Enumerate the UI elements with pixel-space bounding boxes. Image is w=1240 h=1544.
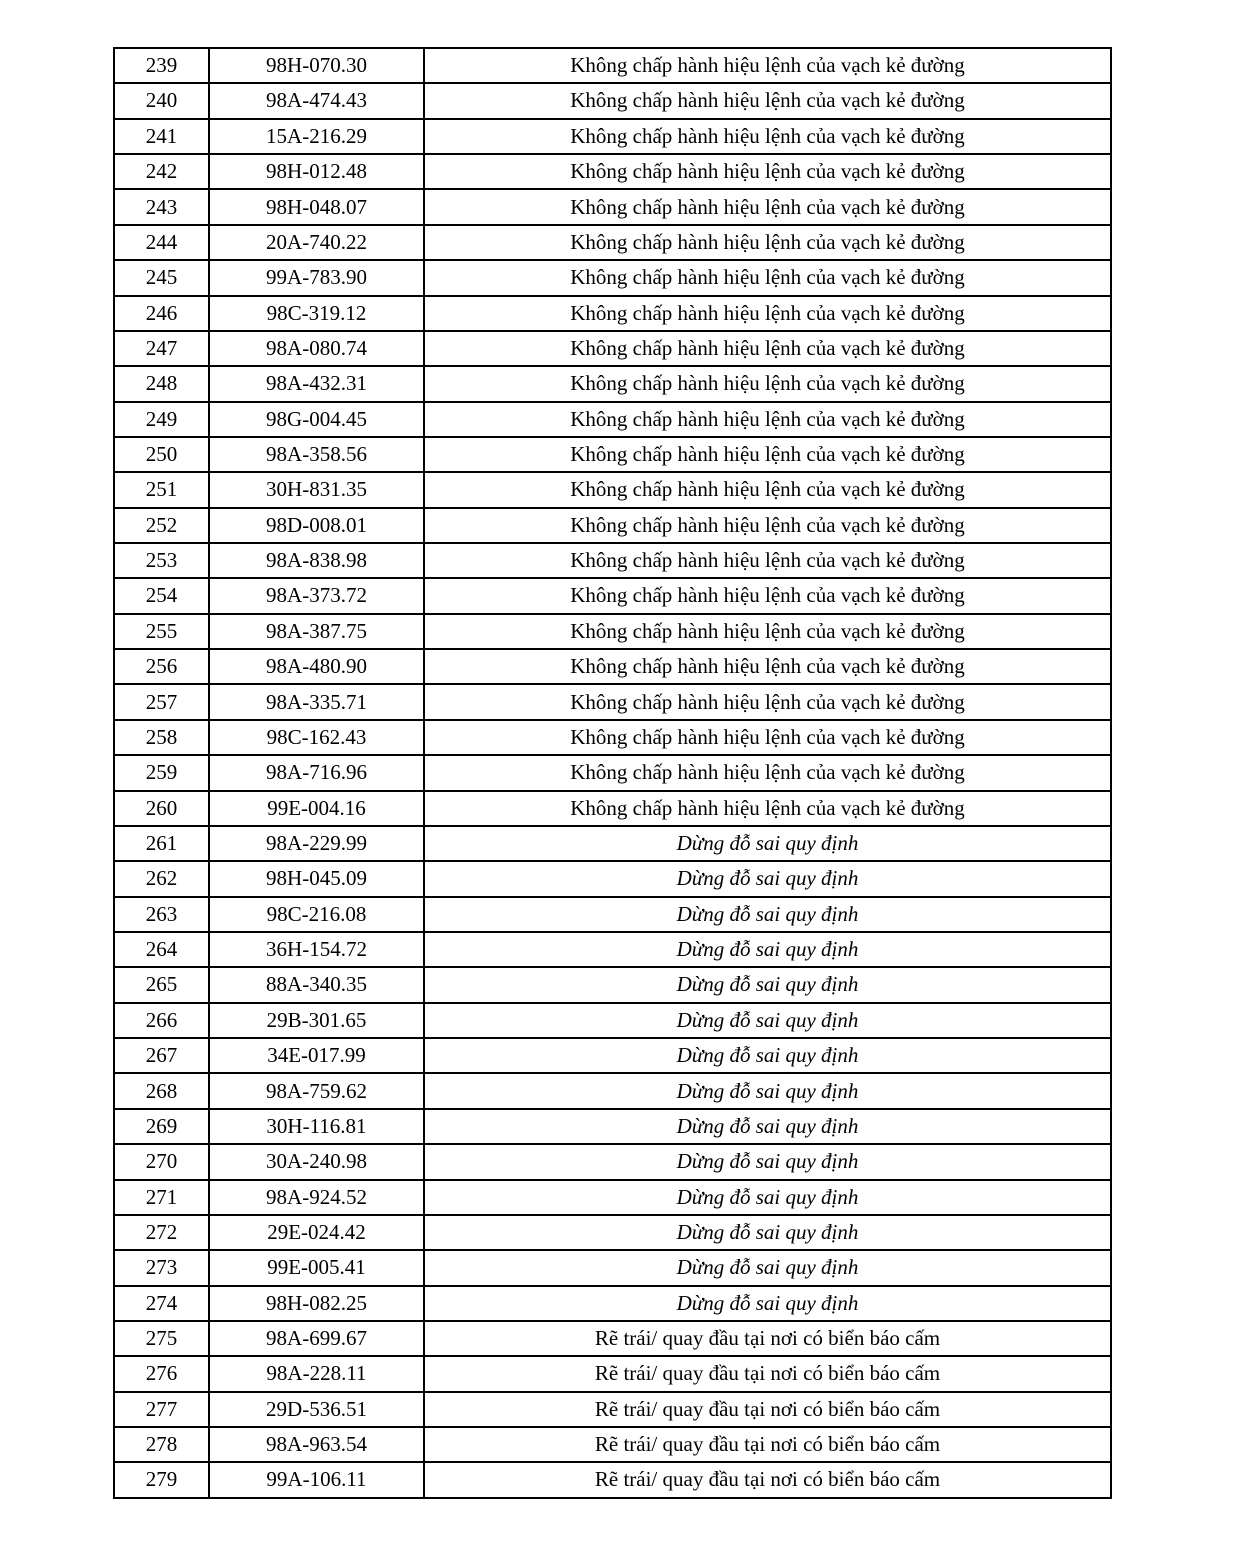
row-index-cell: 273 [114,1250,209,1285]
table-row [114,154,1111,189]
row-index-cell: 250 [114,437,209,472]
row-plate-cell: 98A-080.74 [209,331,424,366]
table-row [114,684,1111,719]
table-row [114,720,1111,755]
row-index-cell: 246 [114,296,209,331]
table-row [114,1003,1111,1038]
row-index-cell: 265 [114,967,209,1002]
row-plate-cell: 98A-759.62 [209,1073,424,1108]
row-violation-cell: Không chấp hành hiệu lệnh của vạch kẻ đường [424,83,1111,118]
row-plate-cell: 98C-319.12 [209,296,424,331]
table-row [114,296,1111,331]
table-row [114,578,1111,613]
row-index-cell: 256 [114,649,209,684]
row-index-cell: 258 [114,720,209,755]
row-violation-cell: Không chấp hành hiệu lệnh của vạch kẻ đường [424,402,1111,437]
row-index-cell: 263 [114,897,209,932]
row-violation-cell: Dừng đỗ sai quy định [424,1144,1111,1179]
row-plate-cell: 98A-432.31 [209,366,424,401]
row-violation-cell: Không chấp hành hiệu lệnh của vạch kẻ đường [424,296,1111,331]
row-index-cell: 259 [114,755,209,790]
row-violation-cell: Dừng đỗ sai quy định [424,1215,1111,1250]
row-plate-cell: 98C-162.43 [209,720,424,755]
table-row [114,543,1111,578]
row-violation-cell: Không chấp hành hiệu lệnh của vạch kẻ đường [424,472,1111,507]
row-index-cell: 242 [114,154,209,189]
row-plate-cell: 98A-699.67 [209,1321,424,1356]
row-plate-cell: 88A-340.35 [209,967,424,1002]
row-plate-cell: 98A-228.11 [209,1356,424,1391]
row-violation-cell: Không chấp hành hiệu lệnh của vạch kẻ đường [424,614,1111,649]
row-violation-cell: Không chấp hành hiệu lệnh của vạch kẻ đường [424,684,1111,719]
row-plate-cell: 98H-045.09 [209,861,424,896]
row-index-cell: 270 [114,1144,209,1179]
row-violation-cell: Không chấp hành hiệu lệnh của vạch kẻ đường [424,755,1111,790]
table-row [114,826,1111,861]
row-plate-cell: 98D-008.01 [209,508,424,543]
row-violation-cell: Không chấp hành hiệu lệnh của vạch kẻ đường [424,331,1111,366]
table-row [114,48,1111,83]
row-plate-cell: 20A-740.22 [209,225,424,260]
table-row [114,402,1111,437]
row-index-cell: 252 [114,508,209,543]
table-row [114,614,1111,649]
table-row [114,508,1111,543]
row-index-cell: 247 [114,331,209,366]
row-index-cell: 257 [114,684,209,719]
row-violation-cell: Dừng đỗ sai quy định [424,1180,1111,1215]
row-index-cell: 278 [114,1427,209,1462]
row-violation-cell: Không chấp hành hiệu lệnh của vạch kẻ đường [424,260,1111,295]
row-plate-cell: 98H-048.07 [209,189,424,224]
row-plate-cell: 36H-154.72 [209,932,424,967]
row-plate-cell: 30A-240.98 [209,1144,424,1179]
row-plate-cell: 99A-106.11 [209,1462,424,1497]
row-plate-cell: 99E-005.41 [209,1250,424,1285]
row-index-cell: 271 [114,1180,209,1215]
row-plate-cell: 29E-024.42 [209,1215,424,1250]
row-index-cell: 239 [114,48,209,83]
table-row [114,791,1111,826]
row-plate-cell: 98H-082.25 [209,1286,424,1321]
row-plate-cell: 98A-480.90 [209,649,424,684]
row-plate-cell: 15A-216.29 [209,119,424,154]
row-index-cell: 248 [114,366,209,401]
table-row [114,1356,1111,1391]
row-plate-cell: 98C-216.08 [209,897,424,932]
violation-table-body [114,48,1111,1498]
row-violation-cell: Không chấp hành hiệu lệnh của vạch kẻ đường [424,437,1111,472]
row-plate-cell: 98A-963.54 [209,1427,424,1462]
row-plate-cell: 98A-838.98 [209,543,424,578]
row-violation-cell: Không chấp hành hiệu lệnh của vạch kẻ đường [424,791,1111,826]
row-index-cell: 249 [114,402,209,437]
table-row [114,1109,1111,1144]
row-violation-cell: Không chấp hành hiệu lệnh của vạch kẻ đường [424,508,1111,543]
table-row [114,967,1111,1002]
row-violation-cell: Rẽ trái/ quay đầu tại nơi có biển báo cấm [424,1356,1111,1391]
row-violation-cell: Dừng đỗ sai quy định [424,897,1111,932]
row-violation-cell: Không chấp hành hiệu lệnh của vạch kẻ đường [424,189,1111,224]
row-index-cell: 275 [114,1321,209,1356]
row-index-cell: 279 [114,1462,209,1497]
row-plate-cell: 98H-012.48 [209,154,424,189]
row-plate-cell: 29D-536.51 [209,1392,424,1427]
row-violation-cell: Dừng đỗ sai quy định [424,932,1111,967]
row-plate-cell: 30H-831.35 [209,472,424,507]
table-row [114,260,1111,295]
row-violation-cell: Không chấp hành hiệu lệnh của vạch kẻ đường [424,225,1111,260]
table-row [114,861,1111,896]
row-plate-cell: 30H-116.81 [209,1109,424,1144]
row-index-cell: 269 [114,1109,209,1144]
row-index-cell: 260 [114,791,209,826]
violation-table [113,47,1112,1499]
table-row [114,1462,1111,1497]
row-violation-cell: Rẽ trái/ quay đầu tại nơi có biển báo cấm [424,1392,1111,1427]
table-row [114,225,1111,260]
row-index-cell: 272 [114,1215,209,1250]
row-index-cell: 244 [114,225,209,260]
table-row [114,1180,1111,1215]
row-index-cell: 243 [114,189,209,224]
row-index-cell: 245 [114,260,209,295]
row-violation-cell: Không chấp hành hiệu lệnh của vạch kẻ đường [424,366,1111,401]
row-index-cell: 261 [114,826,209,861]
table-row [114,472,1111,507]
table-row [114,1321,1111,1356]
table-row [114,897,1111,932]
row-violation-cell: Dừng đỗ sai quy định [424,1038,1111,1073]
row-plate-cell: 98A-387.75 [209,614,424,649]
row-index-cell: 274 [114,1286,209,1321]
row-index-cell: 254 [114,578,209,613]
row-index-cell: 255 [114,614,209,649]
row-violation-cell: Không chấp hành hiệu lệnh của vạch kẻ đường [424,578,1111,613]
row-plate-cell: 98A-358.56 [209,437,424,472]
row-index-cell: 277 [114,1392,209,1427]
row-index-cell: 251 [114,472,209,507]
table-row [114,331,1111,366]
row-violation-cell: Không chấp hành hiệu lệnh của vạch kẻ đường [424,119,1111,154]
row-violation-cell: Rẽ trái/ quay đầu tại nơi có biển báo cấm [424,1462,1111,1497]
table-row [114,119,1111,154]
row-violation-cell: Dừng đỗ sai quy định [424,1109,1111,1144]
row-plate-cell: 98A-716.96 [209,755,424,790]
row-plate-cell: 98A-924.52 [209,1180,424,1215]
row-plate-cell: 98A-373.72 [209,578,424,613]
row-index-cell: 267 [114,1038,209,1073]
row-plate-cell: 98A-474.43 [209,83,424,118]
row-index-cell: 264 [114,932,209,967]
row-violation-cell: Không chấp hành hiệu lệnh của vạch kẻ đường [424,543,1111,578]
row-violation-cell: Dừng đỗ sai quy định [424,1286,1111,1321]
table-row [114,1215,1111,1250]
row-plate-cell: 98H-070.30 [209,48,424,83]
row-plate-cell: 29B-301.65 [209,1003,424,1038]
table-row [114,932,1111,967]
row-violation-cell: Dừng đỗ sai quy định [424,861,1111,896]
row-index-cell: 262 [114,861,209,896]
row-violation-cell: Dừng đỗ sai quy định [424,826,1111,861]
table-row [114,366,1111,401]
table-row [114,189,1111,224]
row-plate-cell: 98A-229.99 [209,826,424,861]
row-index-cell: 266 [114,1003,209,1038]
table-row [114,1392,1111,1427]
row-index-cell: 241 [114,119,209,154]
row-violation-cell: Dừng đỗ sai quy định [424,1250,1111,1285]
table-row [114,437,1111,472]
row-violation-cell: Không chấp hành hiệu lệnh của vạch kẻ đường [424,649,1111,684]
row-violation-cell: Không chấp hành hiệu lệnh của vạch kẻ đường [424,48,1111,83]
row-plate-cell: 98A-335.71 [209,684,424,719]
row-violation-cell: Dừng đỗ sai quy định [424,1073,1111,1108]
row-violation-cell: Rẽ trái/ quay đầu tại nơi có biển báo cấm [424,1427,1111,1462]
table-row [114,1073,1111,1108]
table-row [114,755,1111,790]
table-row [114,1038,1111,1073]
table-row [114,1427,1111,1462]
row-plate-cell: 98G-004.45 [209,402,424,437]
row-index-cell: 276 [114,1356,209,1391]
row-index-cell: 268 [114,1073,209,1108]
row-index-cell: 240 [114,83,209,118]
row-violation-cell: Dừng đỗ sai quy định [424,967,1111,1002]
row-violation-cell: Dừng đỗ sai quy định [424,1003,1111,1038]
row-plate-cell: 99A-783.90 [209,260,424,295]
table-row [114,649,1111,684]
row-index-cell: 253 [114,543,209,578]
row-violation-cell: Không chấp hành hiệu lệnh của vạch kẻ đường [424,720,1111,755]
table-row [114,1286,1111,1321]
row-violation-cell: Không chấp hành hiệu lệnh của vạch kẻ đường [424,154,1111,189]
row-violation-cell: Rẽ trái/ quay đầu tại nơi có biển báo cấm [424,1321,1111,1356]
row-plate-cell: 99E-004.16 [209,791,424,826]
table-row [114,1144,1111,1179]
row-plate-cell: 34E-017.99 [209,1038,424,1073]
table-row [114,83,1111,118]
table-row [114,1250,1111,1285]
